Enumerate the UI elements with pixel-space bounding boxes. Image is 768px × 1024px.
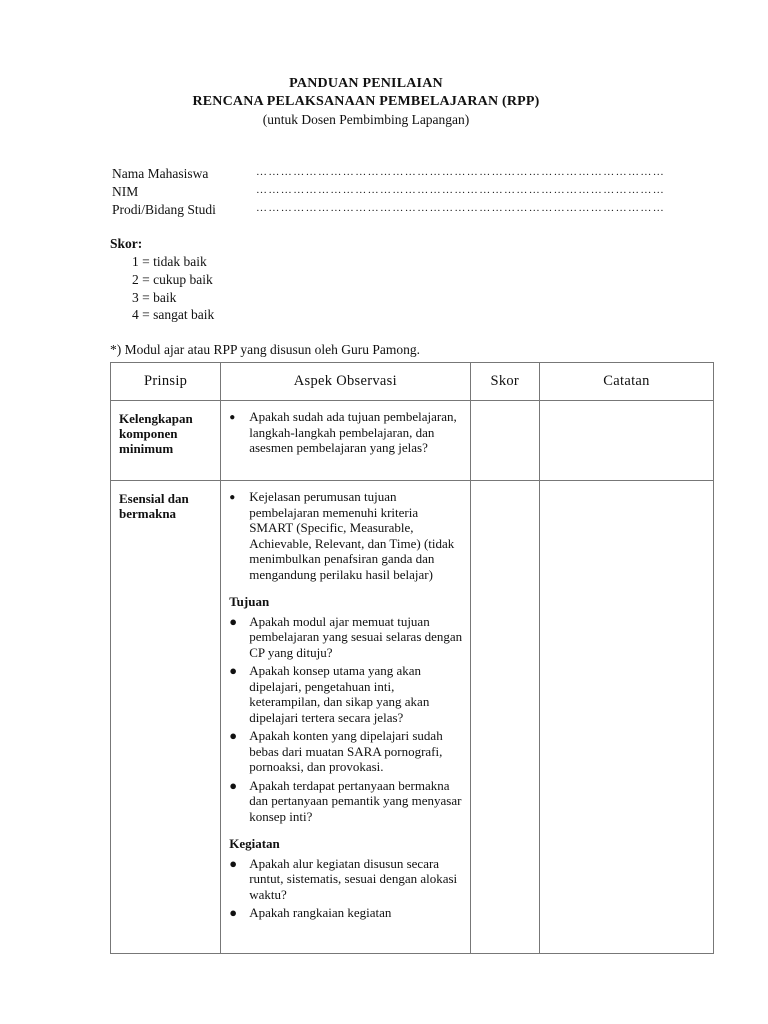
skor-item: 4 = sangat baik <box>132 307 215 322</box>
document-audience: (untuk Dosen Pembimbing Lapangan) <box>262 112 470 127</box>
bullet-icon: ● <box>229 613 238 629</box>
document-subtitle: RENCANA PELAKSANAAN PEMBELAJARAN (RPP) <box>192 94 540 109</box>
bullet-icon: ● <box>229 905 238 920</box>
skor-item: 2 = cukup baik <box>132 272 213 287</box>
subsection-title: Kegiatan <box>229 836 280 851</box>
bullet-icon: ● <box>229 728 238 743</box>
table-row <box>111 401 714 481</box>
list-item <box>229 728 463 775</box>
bullet-icon: ● <box>229 777 238 793</box>
field-blank[interactable]: ……………………………………………………………………………………… <box>256 202 666 214</box>
rubric-table <box>110 362 714 954</box>
skor-heading: Skor: <box>110 236 143 251</box>
skor-item: 1 = tidak baik <box>132 254 207 269</box>
field-blank[interactable]: ……………………………………………………………………………………… <box>256 166 666 178</box>
subsection-title: Tujuan <box>229 594 270 609</box>
list-item <box>229 489 463 582</box>
skor-cell[interactable] <box>470 401 539 481</box>
aspek-text: Apakah modul ajar memuat tujuan pembelajaran yang sesuai selaras dengan CP yang dituju? <box>249 613 463 660</box>
prinsip-cell: Esensial dan bermakna <box>111 481 221 954</box>
aspek-cell <box>221 481 470 954</box>
footnote: *) Modul ajar atau RPP yang disusun oleh Guru Pamong. <box>110 342 420 357</box>
skor-item: 3 = baik <box>132 290 177 305</box>
bullet-icon: ● <box>229 663 238 678</box>
aspek-text: Apakah terdapat pertanyaan bermakna dan pertanyaan pemantik yang menyasar konsep inti? <box>249 777 462 824</box>
list-item <box>229 614 463 661</box>
list-item <box>229 663 463 725</box>
bullet-icon: ● <box>229 855 238 871</box>
aspek-text: Apakah konten yang dipelajari sudah bebas dari muatan SARA pornografi, pornoaksi, dan provokasi. <box>249 728 443 774</box>
header-skor: Skor <box>470 363 539 401</box>
field-blank[interactable]: ……………………………………………………………………………………… <box>256 184 666 196</box>
field-label: Prodi/Bidang Studi <box>112 202 216 217</box>
prinsip-cell: Kelengkapan komponen minimum <box>111 401 221 481</box>
header-prinsip: Prinsip <box>111 363 221 401</box>
field-label: Nama Mahasiswa <box>112 166 209 181</box>
document-title: PANDUAN PENILAIAN <box>289 76 443 91</box>
bullet-icon: ● <box>229 412 236 423</box>
list-item <box>229 905 463 921</box>
aspek-text: Apakah alur kegiatan disusun secara runtut, sistematis, sesuai dengan alokasi waktu? <box>249 855 458 902</box>
catatan-cell[interactable] <box>539 481 713 954</box>
list-item <box>229 856 463 903</box>
field-label: NIM <box>112 184 139 199</box>
table-row <box>111 481 714 954</box>
list-item <box>229 409 463 456</box>
header-aspek: Aspek Observasi <box>221 363 470 401</box>
aspek-text: Apakah konsep utama yang akan dipelajari, pengetahuan inti, keterampilan, dan sikap yang akan dipelajari tertera secara jelas? <box>249 663 430 725</box>
skor-cell[interactable] <box>470 481 539 954</box>
list-item <box>229 778 463 825</box>
header-catatan: Catatan <box>539 363 713 401</box>
catatan-cell[interactable] <box>539 401 713 481</box>
bullet-icon: ● <box>229 492 236 503</box>
aspek-text: Apakah sudah ada tujuan pembelajaran, langkah-langkah pembelajaran, dan asesmen pembelajaran yang jelas? <box>249 409 457 455</box>
aspek-cell <box>221 401 470 481</box>
table-header-row <box>111 363 714 401</box>
aspek-text: Apakah rangkaian kegiatan <box>249 905 392 920</box>
aspek-text: Kejelasan perumusan tujuan pembelajaran memenuhi kriteria SMART (Specific, Measurable, Achievable, Relevant, dan Time) (tidak menimbulkan penafsiran ganda dan mengandung perilaku hasil belajar) <box>249 489 455 582</box>
